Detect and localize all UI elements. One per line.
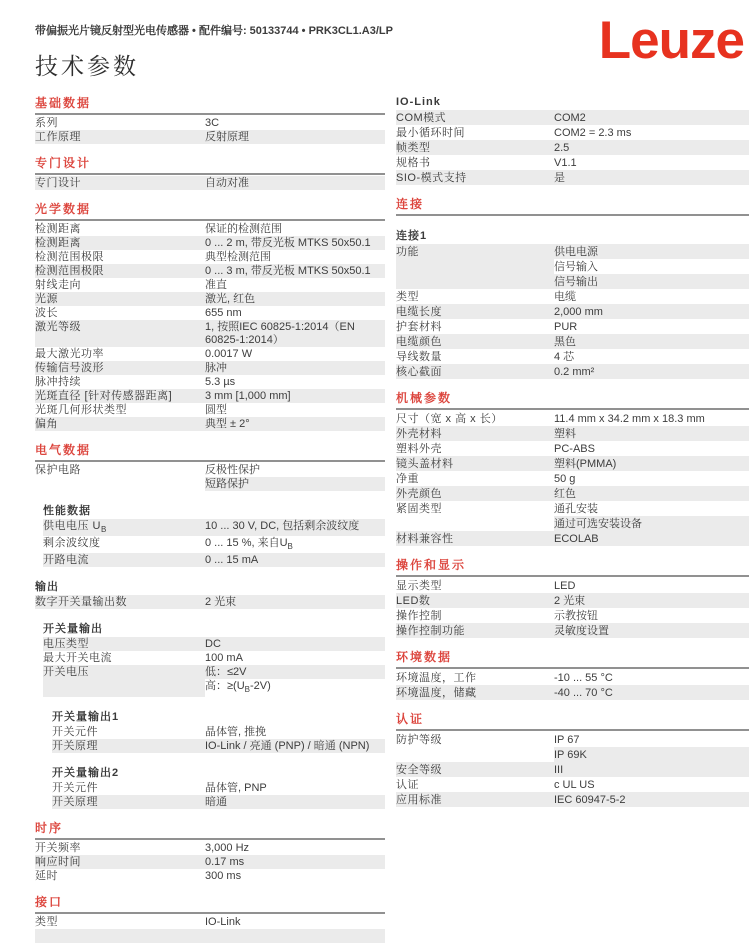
table-row [35,236,385,250]
table-row [35,222,385,236]
row-value: 10 ... 30 V, DC, 包括剩余波纹度 [205,519,385,536]
row-value: 0.0017 W [205,348,253,360]
row-label: 塑料外壳 [396,443,442,455]
spec-table-block [396,578,749,638]
row-value: 高：$\ge(U_B-2V)$ [205,680,271,695]
subsection-heading: 开关量输出2 [52,766,120,779]
table-row [396,411,749,426]
table-row [35,417,385,431]
table-row [396,155,749,170]
table-row [35,116,385,130]
table-row [396,304,749,319]
table-row [396,762,749,777]
section-divider [35,173,385,175]
table-row [35,264,385,278]
row-value: 红色 [554,486,749,501]
table-row [43,536,385,553]
table-row [396,289,749,304]
table-row [396,125,749,140]
row-label: 镜头盖材料 [396,456,554,471]
row-value: III [554,762,749,777]
row-label: 开关电压 [43,665,205,679]
spec-table-block [396,95,749,185]
row-label: 认证 [396,779,419,791]
row-value: 2 光束 [554,593,749,608]
row-value: 晶体管, 推挽 [205,725,267,738]
row-label: 核心截面 [396,364,554,379]
section-header: 机械参数 [396,391,453,405]
table-row [35,463,385,477]
row-value: 4 芯 [554,351,575,363]
table-row [396,244,749,259]
section-header: 时序 [35,820,64,835]
row-value: 2 光束 [205,595,385,609]
section-divider [396,729,749,731]
table-row [43,651,385,665]
row-label: 传输信号波形 [35,361,205,375]
row-label: 环境温度，储藏 [396,685,554,700]
table-row [52,725,385,739]
table-row [396,732,749,747]
spec-table-block [396,732,749,807]
row-value: 反极性保护 [205,464,260,476]
row-label [396,259,554,274]
row-value: 3C [205,117,220,129]
row-label: 开关原理 [52,795,205,809]
spec-table-block [35,222,385,431]
row-value: 0.2 mm² [554,364,749,379]
row-label: 光斑直径 [针对传感器距离] [35,389,205,403]
row-value: V1.1 [554,157,577,169]
row-value: 激光, 红色 [205,292,385,306]
table-row [396,334,749,349]
page-title: 技术参数 [35,53,139,79]
table-row [396,685,749,700]
row-label: 护套材料 [396,321,442,333]
table-row [35,915,385,929]
spec-table-block [35,580,385,609]
row-label: 保护电路 [35,464,81,476]
row-value: IO-Link [205,915,241,928]
table-row [43,519,385,536]
leuze-logo: Leuze [598,11,744,70]
table-row [396,349,749,364]
row-label: 功能 [396,244,554,259]
section-header: 专门设计 [35,156,92,170]
spec-table-block [35,463,385,491]
row-label: 开路电流 [43,553,205,567]
table-row [35,855,385,869]
section-header: 电气数据 [35,443,92,457]
table-row [396,670,749,685]
spec-table-block [396,670,749,700]
row-value: PC-ABS [554,443,595,455]
row-label: 材料兼容性 [396,531,554,546]
row-label: 光斑几何形状类型 [35,404,127,416]
table-row [396,747,749,762]
row-label: 导线数量 [396,351,442,363]
table-row [35,869,385,883]
table-row [43,553,385,567]
row-label: 紧固类型 [396,503,442,515]
row-value: 通孔安装 [554,503,598,515]
table-row [35,389,385,403]
row-value: IP 69K [554,747,749,762]
row-value: 通过可选安装设备 [554,516,749,531]
row-value: 自动对准 [205,176,385,190]
section [396,95,749,185]
spec-table-block [396,229,749,379]
table-row [396,501,749,516]
row-label: SIO-模式支持 [396,170,554,185]
row-label [396,747,554,762]
section [396,712,749,807]
row-label: 检测范围极限 [35,264,205,278]
row-label: 防护等级 [396,734,442,746]
section-header: 基础数据 [35,96,92,110]
row-value: 晶体管, PNP [205,781,267,794]
row-label: 净重 [396,473,419,485]
table-row [35,929,385,943]
row-label: 剩余波纹度 [43,537,101,550]
table-row [52,781,385,795]
row-value: 信号输入 [554,261,598,273]
row-value: 塑料 [554,426,749,441]
row-label: 开关原理 [52,739,205,753]
row-value: IP 67 [554,734,580,746]
row-label: 延时 [35,869,58,882]
section [396,558,749,638]
table-row [35,375,385,389]
section [35,202,385,431]
row-label: 检测距离 [35,236,205,250]
subsection-heading: IO-Link [396,96,441,108]
row-label: 电缆长度 [396,304,554,319]
row-value: -40 ... 70 °C [554,685,749,700]
row-label: 激光等级 [35,320,205,347]
row-value: 反射原理 [205,130,385,144]
row-label: 最大开关电流 [43,652,112,665]
row-value: DC [205,637,385,651]
table-row [52,739,385,753]
row-label: 供电电压 $U_B$ [43,519,205,536]
row-value: 准直 [205,279,227,291]
table-row [396,486,749,501]
subsection-heading: 连接1 [396,230,428,242]
right-column [396,82,749,807]
row-value: 0.17 ms [205,855,385,869]
table-row [35,347,385,361]
row-value: 塑料(PMMA) [554,456,749,471]
row-label: 射线走向 [35,279,81,291]
row-label: 系列 [35,117,58,129]
section-header: 光学数据 [35,202,92,216]
section [35,443,385,809]
row-value: 典型检测范围 [205,251,271,263]
spec-table-block [52,766,385,809]
row-label: 最小循环时间 [396,127,465,139]
section-divider [396,214,749,216]
row-label: 外壳材料 [396,426,554,441]
row-value: c UL US [554,779,595,791]
row-value: 脉冲 [205,361,385,375]
table-row [396,578,749,593]
table-row [52,795,385,809]
row-value: 保证的检测范围 [205,223,282,235]
table-row [396,608,749,623]
table-row [35,477,385,491]
row-label: 环境温度，工作 [396,672,477,684]
table-row [396,531,749,546]
table-row [35,841,385,855]
row-label: 类型 [35,915,58,928]
row-label: 外壳颜色 [396,486,554,501]
section-divider [396,575,749,577]
subsection-heading: 输出 [35,581,59,594]
row-label: 尺寸（宽 x 高 x 长） [396,413,503,425]
row-value: 3 mm [1,000 mm] [205,389,385,403]
table-row [35,176,385,190]
table-row [43,679,385,696]
row-value: 0 ... 15 mA [205,553,385,567]
row-label: 最大激光功率 [35,348,104,360]
row-value: COM2 = 2.3 ms [554,127,632,139]
section-header: 认证 [396,712,425,726]
section-header: 接口 [35,894,64,909]
row-value: COM2 [554,110,749,125]
section-header: 操作和显示 [396,558,467,572]
row-value: 黑色 [554,334,749,349]
table-row [396,364,749,379]
table-row [35,292,385,306]
table-row [35,250,385,264]
row-value: 典型 ± 2° [205,417,385,431]
table-row [396,426,749,441]
table-row [396,456,749,471]
table-row [35,130,385,144]
row-value: 短路保护 [205,477,385,491]
table-row [396,593,749,608]
table-row [35,403,385,417]
spec-table-block [35,116,385,144]
row-label: LED数 [396,593,554,608]
section [35,821,385,883]
row-value: LED [554,580,576,592]
row-value: 0 ... 2 m, 带反光板 MTKS 50x50.1 [205,236,385,250]
section-divider [396,667,749,669]
section-divider [35,912,385,914]
product-header-line: 带偏振光片镜反射型光电传感器 • 配件编号: 50133744 • PRK3CL1.A3/LP [35,25,393,37]
row-label: 检测范围极限 [35,251,104,263]
section [396,197,749,379]
row-value: 50 g [554,473,576,485]
row-label: 帧类型 [396,140,554,155]
table-row [396,110,749,125]
table-row [396,274,749,289]
table-row [396,777,749,792]
row-label [396,274,554,289]
section [396,650,749,700]
spec-table-block [35,176,385,190]
section-divider [35,219,385,221]
table-row [396,140,749,155]
row-value: 3,000 Hz [205,841,250,854]
section-divider [35,113,385,115]
row-value: 5.3 µs [205,376,236,388]
row-label: 波长 [35,307,58,319]
row-value: 2,000 mm [554,304,749,319]
row-label: 安全等级 [396,762,554,777]
table-row [35,595,385,609]
row-value: IO-Link / 亮通 (PNP) / 暗通 (NPN) [205,739,385,753]
row-value: 电缆 [554,291,576,303]
section [35,96,385,144]
row-label: 电缆颜色 [396,334,554,349]
row-label: 响应时间 [35,855,205,869]
row-label [396,516,554,531]
row-value: 示教按钮 [554,610,598,622]
table-row [35,361,385,375]
row-value: ECOLAB [554,531,749,546]
table-row [396,516,749,531]
row-value: 300 ms [205,869,242,882]
row-value: 655 nm [205,307,242,319]
row-value [205,929,385,943]
row-label: 类型 [396,291,419,303]
table-row [396,623,749,638]
subsection-heading: 性能数据 [43,505,91,517]
row-value: 暗通 [205,795,385,809]
section [396,391,749,546]
section [35,156,385,190]
left-column [35,84,385,943]
row-label: 开关元件 [52,725,98,738]
row-label: 显示类型 [396,580,442,592]
subsection-heading: 开关量输出1 [52,710,120,723]
row-label: COM模式 [396,110,554,125]
table-row [43,637,385,651]
table-row [396,792,749,807]
row-value: IEC 60947-5-2 [554,792,749,807]
row-value: PUR [554,321,578,333]
table-row [35,320,385,347]
row-label [43,679,205,696]
spec-table-block [396,411,749,546]
row-value: 2.5 [554,140,749,155]
table-row [396,471,749,486]
subsection-heading: 开关量输出 [43,623,103,636]
row-label: 检测距离 [35,223,81,235]
row-value: 灵敏度设置 [554,623,749,638]
section-divider [396,408,749,410]
table-row [43,665,385,679]
row-label: 开关频率 [35,841,81,854]
row-label [35,929,205,943]
table-row [396,319,749,334]
row-value: 圆型 [205,404,227,416]
row-label: 数字开关量输出数 [35,595,205,609]
row-value: 信号输出 [554,274,749,289]
row-label: 电压类型 [43,637,205,651]
spec-table-block [35,841,385,883]
table-row [35,278,385,292]
section-divider [35,838,385,840]
table-row [396,170,749,185]
row-value: -10 ... 55 °C [554,672,613,684]
row-value: 供电电源 [554,244,749,259]
row-value: 是 [554,170,749,185]
row-value: 0 ... 15 %, 来自$U_B$ [205,537,293,552]
section [35,895,385,943]
row-label: 专门设计 [35,176,205,190]
table-row [396,441,749,456]
row-label: 规格书 [396,157,431,169]
row-value: 低：≤2V [205,665,385,679]
row-value: 11.4 mm x 34.2 mm x 18.3 mm [554,413,705,425]
row-label: 工作原理 [35,130,205,144]
table-row [396,259,749,274]
row-value: 100 mA [205,652,243,665]
row-label: 操作控制 [396,610,442,622]
row-value: 1, 按照IEC 60825-1:2014（EN 60825-1:2014） [205,320,385,347]
row-value: 0 ... 3 m, 带反光板 MTKS 50x50.1 [205,264,385,278]
section-divider [35,460,385,462]
spec-table-block [43,504,385,567]
row-label: 应用标准 [396,792,554,807]
section-header: 连接 [396,197,425,211]
row-label: 光源 [35,292,205,306]
table-row [35,306,385,320]
row-label: 偏角 [35,417,205,431]
row-label: 脉冲持续 [35,376,81,388]
row-label [35,477,205,491]
row-label: 操作控制功能 [396,623,554,638]
spec-table-block [43,622,385,696]
row-label: 开关元件 [52,781,98,794]
spec-table-block [52,710,385,753]
spec-table-block [35,915,385,943]
section-header: 环境数据 [396,650,453,664]
